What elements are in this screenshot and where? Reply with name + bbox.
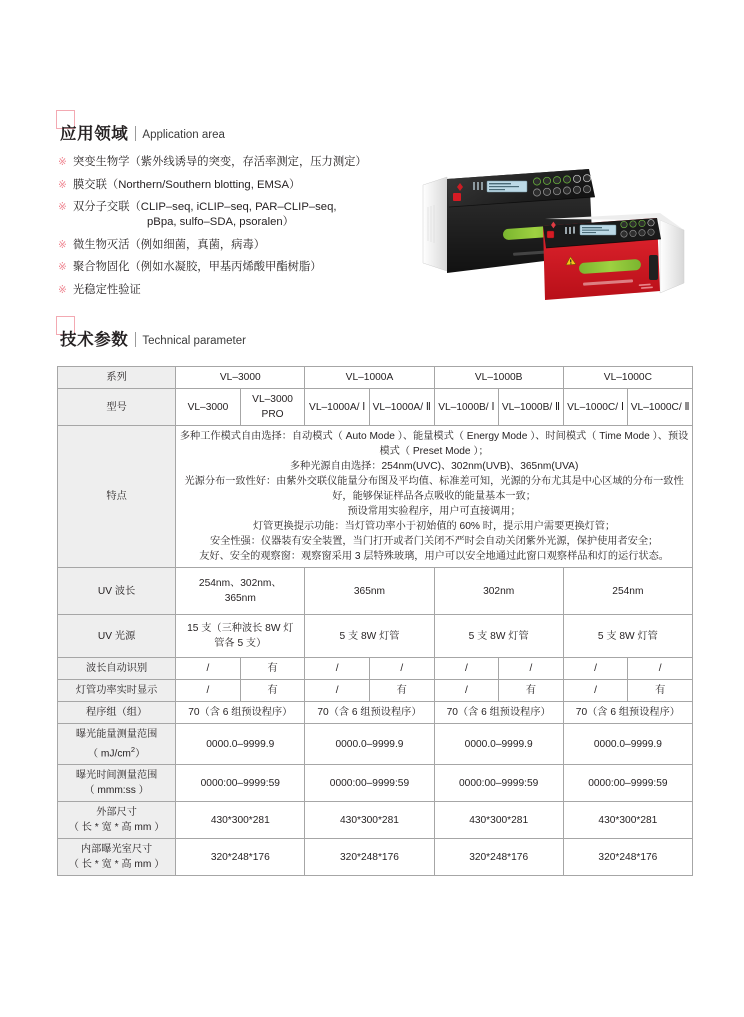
energy-unit-suffix: ）	[135, 748, 146, 760]
row-label-uv-wavelength: UV 波长	[58, 568, 176, 615]
power-display-cell: /	[434, 680, 499, 702]
feature-line: 光源分布一致性好：由紫外交联仪能量分布图及平均值、标准差可知，光源的分布尤其是中心区域的分布一致性好，能够保证样品各点吸收的能量基本一致；	[184, 476, 684, 502]
inner-dimension-value: 320*248*176	[434, 839, 563, 876]
energy-unit-exponent: 2	[130, 745, 136, 754]
list-item-label: 光稳定性验证	[73, 283, 141, 296]
auto-id-cell: /	[369, 658, 434, 680]
auto-id-cell: /	[563, 658, 628, 680]
model-cell: VL‒3000 PRO	[240, 389, 305, 426]
features-content	[176, 426, 693, 568]
program-group-value: 70（含 6 组预设程序）	[176, 702, 305, 724]
application-list	[58, 155, 428, 305]
row-label-line1: 曝光时间测量范围	[75, 770, 158, 782]
program-group-value: 70（含 6 组预设程序）	[305, 702, 434, 724]
series-vl1000c: VL‒1000C	[563, 367, 692, 389]
row-label-features: 特点	[58, 426, 176, 568]
outer-dimension-value: 430*300*281	[176, 802, 305, 839]
list-item	[58, 200, 428, 230]
feature-line: 预设常用实验程序，用户可直接调用；	[347, 506, 521, 517]
time-range-value: 0000:00‒9999:59	[176, 765, 305, 802]
model-cell: VL‒3000	[176, 389, 241, 426]
row-label-uv-source: UV 光源	[58, 615, 176, 658]
model-cell: VL‒1000A/ Ⅱ	[369, 389, 434, 426]
list-item	[58, 155, 428, 170]
reference-mark-icon: ※	[58, 178, 67, 191]
program-group-value: 70（含 6 组预设程序）	[563, 702, 692, 724]
table-row-series	[58, 367, 693, 389]
row-label-power-display: 灯管功率实时显示	[58, 680, 176, 702]
model-cell: VL‒1000A/ Ⅰ	[305, 389, 370, 426]
auto-id-cell: /	[499, 658, 564, 680]
product-photo-illustration	[417, 163, 693, 305]
reference-mark-icon: ※	[58, 261, 67, 273]
row-label-program-group: 程序组（组）	[58, 702, 176, 724]
technical-parameter-title-cn: 技术参数	[60, 330, 129, 349]
time-range-value: 0000:00‒9999:59	[434, 765, 563, 802]
power-display-cell: /	[176, 680, 241, 702]
row-label-line1: 曝光能量测量范围	[75, 729, 158, 740]
list-item	[58, 283, 428, 298]
application-area-heading	[60, 116, 225, 142]
list-item-label: 膜交联（Northern/Southern blotting, EMSA）	[73, 178, 301, 191]
table-row-time-range	[58, 765, 693, 802]
heading-divider	[135, 126, 136, 141]
table-row-model	[58, 389, 693, 426]
inner-dimension-value: 320*248*176	[305, 839, 434, 876]
list-item-line2: pBpa, sulfo‒SDA, psoralen）	[147, 216, 294, 228]
reference-mark-icon: ※	[58, 283, 67, 296]
row-label-energy-range	[58, 724, 176, 765]
specification-table	[57, 366, 693, 876]
row-label-line2: （ 长 * 宽 * 高 mm ）	[68, 859, 165, 871]
application-area-title-en: Application area	[142, 128, 225, 141]
time-range-value: 0000:00‒9999:59	[563, 765, 692, 802]
model-cell: VL‒1000B/ Ⅰ	[434, 389, 499, 426]
application-area-title-cn: 应用领域	[60, 124, 129, 143]
time-range-value: 0000:00‒9999:59	[305, 765, 434, 802]
list-item	[58, 178, 428, 193]
model-cell: VL‒1000C/ Ⅰ	[563, 389, 628, 426]
uv-wavelength-value: 254nm、302nm、365nm	[176, 568, 305, 615]
row-label-time-range	[58, 765, 176, 802]
row-label-inner-dimension	[58, 839, 176, 876]
list-item	[58, 260, 428, 275]
energy-range-value: 0000.0‒9999.9	[305, 724, 434, 765]
power-display-cell: 有	[499, 680, 564, 702]
auto-id-cell: /	[176, 658, 241, 680]
table-row-energy-range	[58, 724, 693, 765]
feature-line: 灯管更换提示功能：当灯管功率小于初始值的 60% 时，提示用户需要更换灯管；	[252, 521, 616, 532]
table-row-program-group	[58, 702, 693, 724]
outer-dimension-value: 430*300*281	[434, 802, 563, 839]
row-label-model: 型号	[58, 389, 176, 426]
list-item-label	[73, 200, 428, 230]
feature-line: 安全性强：仪器装有安全装置，当门打开或者门关闭不严时会自动关闭紫外光源，保护使用者安全；	[209, 536, 659, 547]
model-cell: VL‒1000C/ Ⅱ	[628, 389, 693, 426]
uv-source-value: 15 支（三种波长 8W 灯管各 5 支）	[176, 615, 305, 658]
list-item-label: 突变生物学（紫外线诱导的突变，存活率测定，压力测定）	[73, 156, 367, 168]
energy-range-value: 0000.0‒9999.9	[563, 724, 692, 765]
auto-id-cell: 有	[240, 658, 305, 680]
power-display-cell: 有	[628, 680, 693, 702]
model-cell: VL‒1000B/ Ⅱ	[499, 389, 564, 426]
series-vl1000b: VL‒1000B	[434, 367, 563, 389]
feature-line: 多种工作模式自由选择：自动模式（ Auto Mode ）、能量模式（ Energy Mode ）、时间模式（ Time Mode ）、预设模式（ Preset Mode ）；	[179, 431, 689, 457]
power-display-cell: /	[563, 680, 628, 702]
table-row-uv-wavelength	[58, 568, 693, 615]
reference-mark-icon: ※	[58, 156, 67, 168]
inner-dimension-value: 320*248*176	[563, 839, 692, 876]
series-vl3000: VL‒3000	[176, 367, 305, 389]
table-row-auto-id	[58, 658, 693, 680]
outer-dimension-value: 430*300*281	[305, 802, 434, 839]
specification-table-wrapper	[57, 366, 693, 876]
energy-unit-prefix: （ mJ/cm	[87, 748, 131, 760]
row-label-line1: 内部曝光室尺寸	[80, 844, 153, 856]
list-item-line1: 双分子交联（CLIP‒seq, iCLIP‒seq, PAR‒CLIP‒seq,	[73, 201, 337, 213]
row-label-line2: （ 长 * 宽 * 高 mm ）	[68, 822, 165, 834]
program-group-value: 70（含 6 组预设程序）	[434, 702, 563, 724]
heading-divider	[135, 332, 136, 347]
feature-line: 友好、安全的观察窗：观察窗采用 3 层特殊玻璃，用户可以安全地通过此窗口观察样品和灯的运行状态。	[199, 551, 669, 562]
table-row-features	[58, 426, 693, 568]
auto-id-cell: /	[305, 658, 370, 680]
energy-range-value: 0000.0‒9999.9	[434, 724, 563, 765]
table-row-power-display	[58, 680, 693, 702]
feature-line: 多种光源自由选择：254nm(UVC)、302nm(UVB)、365nm(UVA)	[289, 461, 579, 472]
reference-mark-icon: ※	[58, 238, 67, 251]
power-display-cell: 有	[240, 680, 305, 702]
table-row-outer-dimension	[58, 802, 693, 839]
row-label-outer-dimension	[58, 802, 176, 839]
uv-wavelength-value: 254nm	[563, 568, 692, 615]
red-crosslinker-unit	[543, 213, 684, 300]
uv-source-value: 5 支 8W 灯管	[305, 615, 434, 658]
row-label-line2	[60, 742, 173, 761]
list-item-label: 微生物灭活（例如细菌，真菌，病毒）	[73, 238, 266, 251]
power-display-cell: /	[305, 680, 370, 702]
list-item-label: 聚合物固化（例如水凝胶，甲基丙烯酸甲酯树脂）	[73, 261, 322, 273]
series-vl1000a: VL‒1000A	[305, 367, 434, 389]
technical-parameter-title-en: Technical parameter	[142, 334, 246, 347]
power-display-cell: 有	[369, 680, 434, 702]
table-row-uv-source	[58, 615, 693, 658]
uv-wavelength-value: 302nm	[434, 568, 563, 615]
reference-mark-icon: ※	[58, 201, 67, 213]
outer-dimension-value: 430*300*281	[563, 802, 692, 839]
auto-id-cell: /	[628, 658, 693, 680]
table-row-inner-dimension	[58, 839, 693, 876]
product-photo	[417, 163, 693, 305]
uv-wavelength-value: 365nm	[305, 568, 434, 615]
row-label-auto-id: 波长自动识别	[58, 658, 176, 680]
uv-source-value: 5 支 8W 灯管	[434, 615, 563, 658]
uv-source-value: 5 支 8W 灯管	[563, 615, 692, 658]
energy-range-value: 0000.0‒9999.9	[176, 724, 305, 765]
inner-dimension-value: 320*248*176	[176, 839, 305, 876]
row-label-line1: 外部尺寸	[96, 807, 137, 819]
list-item	[58, 238, 428, 253]
row-label-series: 系列	[58, 367, 176, 389]
auto-id-cell: /	[434, 658, 499, 680]
technical-parameter-heading	[60, 322, 246, 348]
row-label-line2: （ mmm:ss ）	[84, 785, 149, 797]
